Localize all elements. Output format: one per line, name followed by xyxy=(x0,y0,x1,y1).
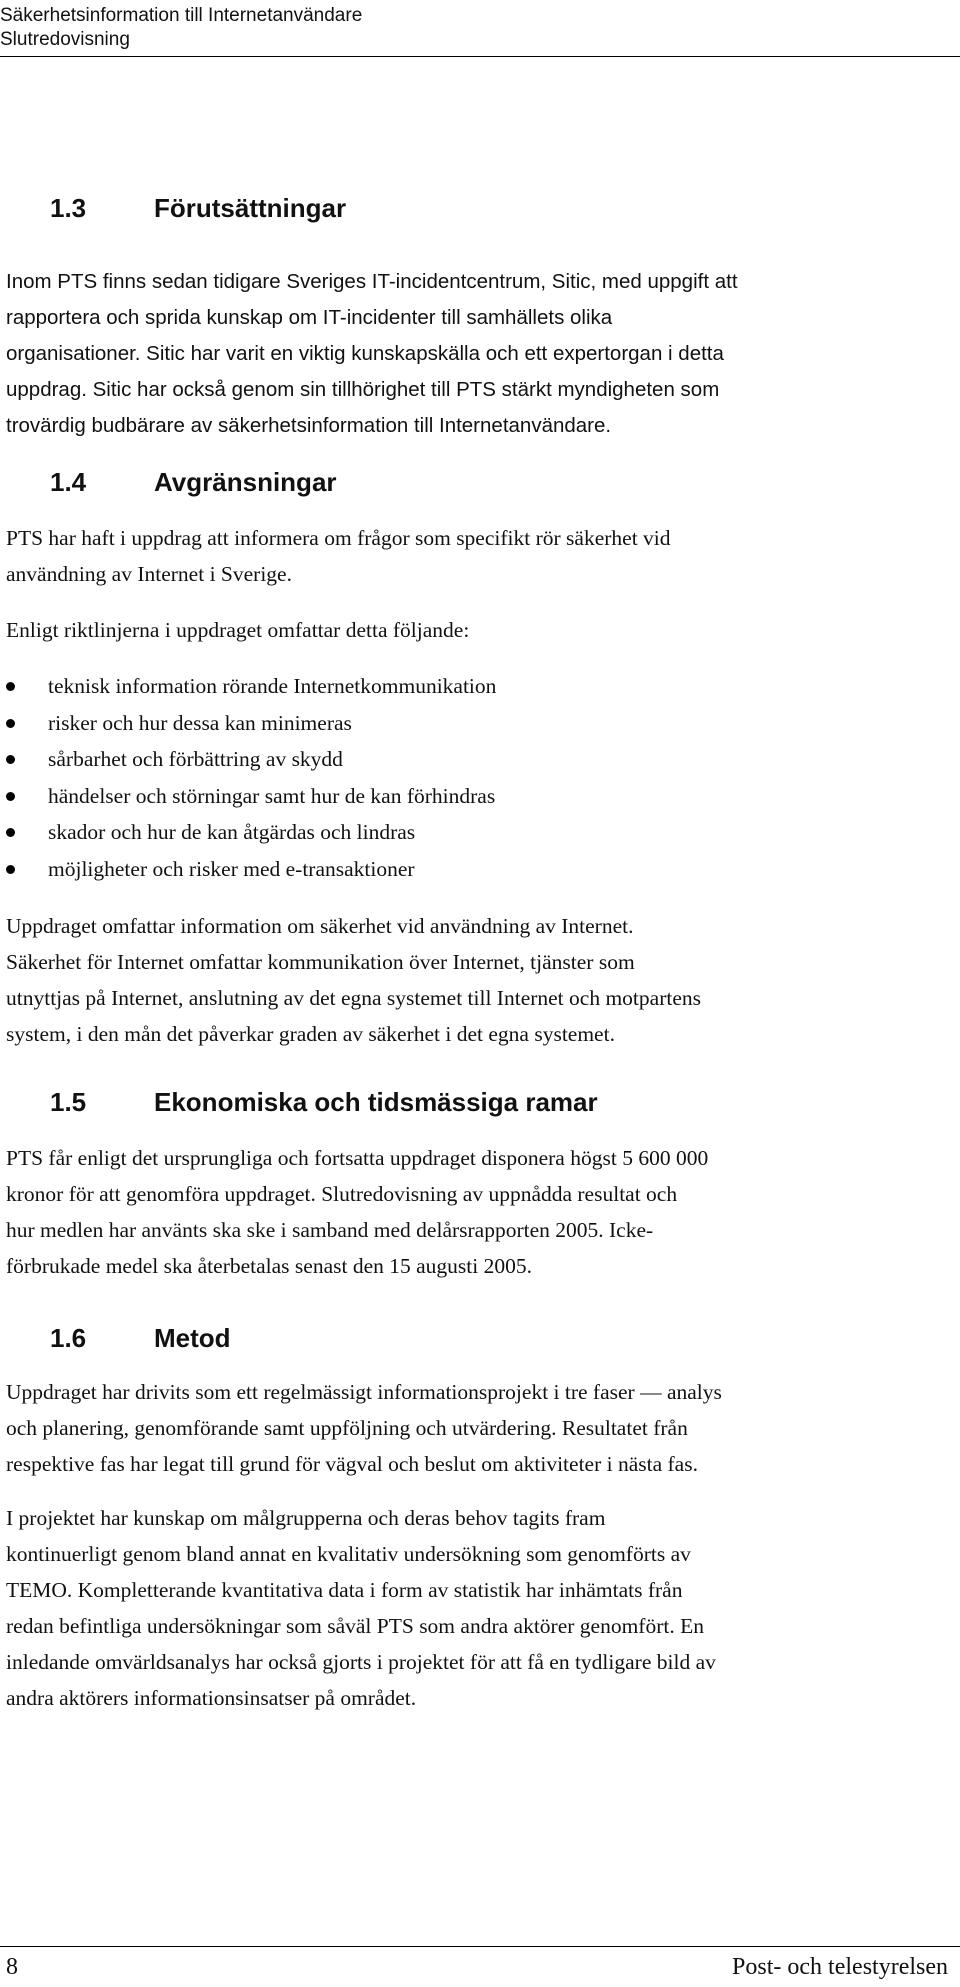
text-line: PTS har haft i uppdrag att informera om frågor som specifikt rör säkerhet vid xyxy=(6,526,671,550)
text-line: rapportera och sprida kunskap om IT-incidenter till samhällets olika xyxy=(6,306,613,329)
list-item: möjligheter och risker med e-transaktioner xyxy=(0,851,960,888)
text-line: Uppdraget har drivits som ett regelmässigt informationsprojekt i tre faser — analys xyxy=(6,1380,722,1404)
section-number: 1.4 xyxy=(50,467,87,497)
text-line: respektive fas har legat till grund för vägval och beslut om aktiviteter i nästa fas. xyxy=(6,1452,698,1476)
text-line: organisationer. Sitic har varit en viktig kunskapskälla och ett expertorgan i detta xyxy=(6,342,724,365)
text-line: redan befintliga undersökningar som såväl PTS som andra aktörer genomfört. En xyxy=(6,1614,704,1638)
section-title: Avgränsningar xyxy=(154,467,337,497)
section-heading-1-4 xyxy=(50,466,337,498)
bullet-icon xyxy=(6,755,15,764)
bullet-icon xyxy=(6,719,15,728)
text-line: PTS får enligt det ursprungliga och fortsatta uppdraget disponera högst 5 600 000 xyxy=(6,1146,709,1170)
publisher-name: Post- och telestyrelsen xyxy=(732,1954,948,1980)
text-line: I projektet har kunskap om målgrupperna och deras behov tagits fram xyxy=(6,1506,606,1530)
text-line: användning av Internet i Sverige. xyxy=(6,562,292,586)
text-line: uppdrag. Sitic har också genom sin tillhörighet till PTS stärkt myndigheten som xyxy=(6,378,720,401)
section-heading-1-6 xyxy=(50,1322,231,1354)
bullet-icon xyxy=(6,682,15,691)
header-rule xyxy=(0,56,960,57)
bullet-icon xyxy=(6,828,15,837)
section-heading-1-3 xyxy=(50,192,346,224)
list-item: skador och hur de kan åtgärdas och lindras xyxy=(0,814,960,851)
section-number: 1.3 xyxy=(50,193,87,223)
text-line: utnyttjas på Internet, anslutning av det egna systemet till Internet och motpartens xyxy=(6,986,701,1010)
text-line: Säkerhet för Internet omfattar kommunikation över Internet, tjänster som xyxy=(6,950,635,974)
text-line: system, i den mån det påverkar graden av säkerhet i det egna systemet. xyxy=(6,1022,615,1046)
text-line: och planering, genomförande samt uppföljning och utvärdering. Resultatet från xyxy=(6,1416,688,1440)
paragraph-metod-kunskap xyxy=(6,1500,950,1716)
paragraph-riktlinjer xyxy=(6,612,950,648)
section-title: Förutsättningar xyxy=(154,193,347,223)
list-item: händelser och störningar samt hur de kan förhindras xyxy=(0,778,960,815)
paragraph-forutsattningar xyxy=(6,264,950,444)
text-line: hur medlen har använts ska ske i samband med delårsrapporten 2005. Icke- xyxy=(6,1218,654,1242)
list-item: sårbarhet och förbättring av skydd xyxy=(0,741,960,778)
header-subtitle: Slutredovisning xyxy=(0,29,130,50)
bullet-icon xyxy=(6,865,15,874)
list-item: risker och hur dessa kan minimeras xyxy=(0,705,960,742)
text-line: Uppdraget omfattar information om säkerhet vid användning av Internet. xyxy=(6,914,634,938)
guideline-bullet-list xyxy=(0,668,960,888)
text-line: Inom PTS finns sedan tidigare Sveriges IT-incidentcentrum, Sitic, med uppgift att xyxy=(6,270,738,293)
paragraph-avgransningar-intro xyxy=(6,520,950,592)
text-line: andra aktörers informationsinsatser på området. xyxy=(6,1686,417,1710)
section-number: 1.6 xyxy=(50,1323,87,1353)
paragraph-ekonomiska-ramar xyxy=(6,1140,950,1284)
text-line: inledande omvärldsanalys har också gjorts i projektet för att få en tydligare bild av xyxy=(6,1650,716,1674)
text-line: kontinuerligt genom bland annat en kvalitativ undersökning som genomförts av xyxy=(6,1542,691,1566)
footer-rule xyxy=(0,1946,960,1947)
section-title: Ekonomiska och tidsmässiga ramar xyxy=(154,1087,598,1117)
bullet-icon xyxy=(6,792,15,801)
text-line: förbrukade medel ska återbetalas senast den 15 augusti 2005. xyxy=(6,1254,532,1278)
text-line: TEMO. Kompletterande kvantitativa data i form av statistik har inhämtats från xyxy=(6,1578,683,1602)
running-header xyxy=(0,4,960,52)
page-number: 8 xyxy=(6,1954,18,1980)
text-line: kronor för att genomföra uppdraget. Slutredovisning av uppnådda resultat och xyxy=(6,1182,678,1206)
text-line: Enligt riktlinjerna i uppdraget omfattar detta följande: xyxy=(6,618,470,642)
text-line: trovärdig budbärare av säkerhetsinformation till Internetanvändare. xyxy=(6,414,612,437)
section-title: Metod xyxy=(154,1323,231,1353)
list-item: teknisk information rörande Internetkommunikation xyxy=(0,668,960,705)
section-number: 1.5 xyxy=(50,1087,87,1117)
paragraph-metod-faser xyxy=(6,1374,950,1482)
header-title: Säkerhetsinformation till Internetanvändare xyxy=(0,5,363,26)
paragraph-uppdraget-omfattar xyxy=(6,908,950,1052)
section-heading-1-5 xyxy=(50,1086,598,1118)
